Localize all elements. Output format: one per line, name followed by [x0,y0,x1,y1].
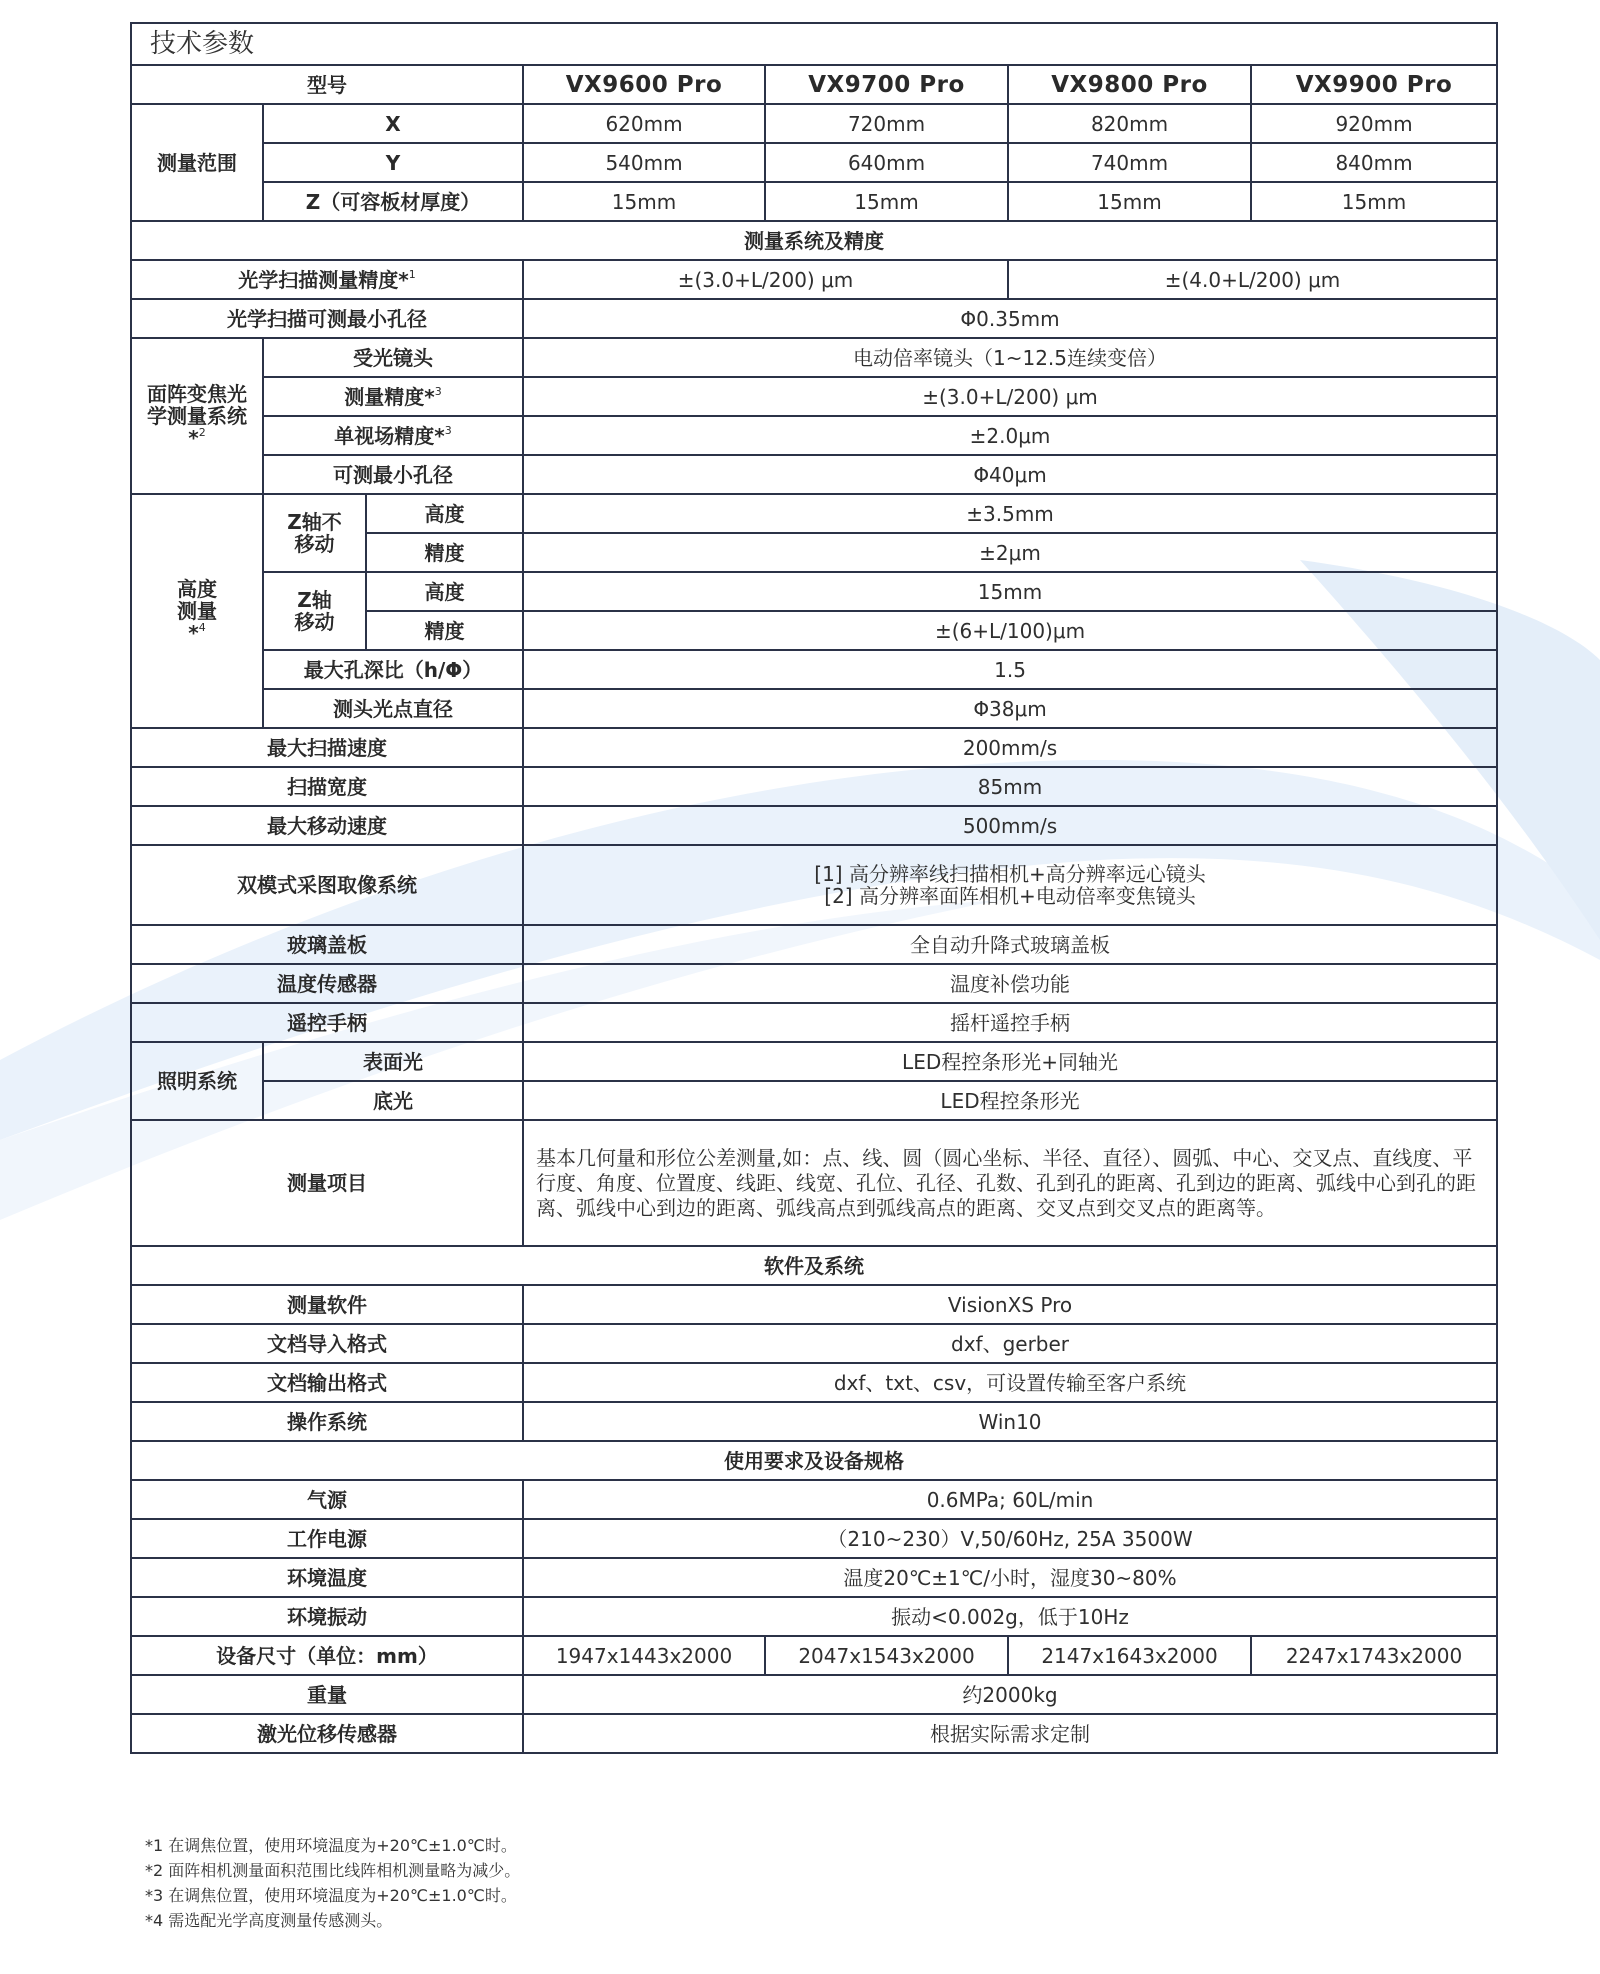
z-label: Z（可容板材厚度） [263,182,523,221]
aspect-ratio-value: 1.5 [523,650,1496,689]
section-header-software [132,1246,1496,1285]
bottom-light-value: LED程控条形光 [523,1081,1496,1120]
software-value: VisionXS Pro [523,1285,1496,1324]
env-temp-label: 环境温度 [132,1558,523,1597]
y-value: 840mm [1251,143,1496,182]
imaging-line: [1] 高分辨率线扫描相机+高分辨率远心镜头 [814,862,1206,886]
z-value: 15mm [1251,182,1496,221]
area-hole-label: 可测最小孔径 [263,455,523,494]
model-label: 型号 [132,66,523,104]
z-fixed-label: Z轴不移动 [263,494,366,572]
z-move-label: Z轴移动 [263,572,366,650]
table-row-import [132,1324,1496,1363]
area-accuracy-label: 测量精度*$^3$ [263,377,523,416]
x-value: 820mm [1008,104,1251,143]
temp-sensor-label: 温度传感器 [132,964,523,1003]
table-row-vibration [132,1597,1496,1636]
imaging-line: [2] 高分辨率面阵相机+电动倍率变焦镜头 [824,884,1196,908]
footnote: *3 在调焦位置，使用环境温度为+20℃±1.0℃时。 [145,1886,517,1905]
table-row-lens [132,338,1496,377]
footnote: *2 面阵相机测量面积范围比线阵相机测量略为减少。 [145,1861,521,1880]
os-value: Win10 [523,1402,1496,1441]
scan-width-value: 85mm [523,767,1496,806]
size-value: 2047x1543x2000 [765,1636,1008,1675]
temp-sensor-value: 温度补偿功能 [523,964,1496,1003]
table-row-glass [132,925,1496,964]
table-row-weight [132,1675,1496,1714]
vibration-label: 环境振动 [132,1597,523,1636]
joystick-value: 摇杆遥控手柄 [523,1003,1496,1042]
power-label: 工作电源 [132,1519,523,1558]
table-row-laser [132,1714,1496,1752]
import-value: dxf、gerber [523,1324,1496,1363]
height-measure-label: 高度测量*$^4$ [132,494,263,728]
section-header-measure [132,221,1496,260]
model-name: VX9800 Pro [1008,66,1251,104]
table-row-software [132,1285,1496,1324]
z-move-height-label: 高度 [366,572,523,611]
lighting-label: 照明系统 [132,1042,263,1120]
table-row-surface-light [132,1042,1496,1081]
table-row-temp-sensor [132,964,1496,1003]
table-row-x [132,104,1496,143]
export-label: 文档输出格式 [132,1363,523,1402]
table-row-area-hole [132,455,1496,494]
table-row-zmove-height [132,572,1496,611]
z-value: 15mm [765,182,1008,221]
z-move-accuracy-value: ±(6+L/100)μm [523,611,1496,650]
table-row-air [132,1480,1496,1519]
model-name: VX9900 Pro [1251,66,1496,104]
y-label: Y [263,143,523,182]
section-title: 软件及系统 [132,1246,1496,1285]
x-label: X [263,104,523,143]
x-value: 620mm [523,104,765,143]
surface-light-value: LED程控条形光+同轴光 [523,1042,1496,1081]
z-fixed-height-label: 高度 [366,494,523,533]
y-value: 740mm [1008,143,1251,182]
table-row-zfixed-height [132,494,1496,533]
z-move-height-value: 15mm [523,572,1496,611]
weight-label: 重量 [132,1675,523,1714]
weight-value: 约2000kg [523,1675,1496,1714]
optical-accuracy-value: ±(4.0+L/200) μm [1008,260,1496,299]
table-row-scan-width [132,767,1496,806]
model-name: VX9700 Pro [765,66,1008,104]
table-row-imaging [132,845,1496,925]
optical-hole-value: Φ0.35mm [523,299,1496,338]
lens-label: 受光镜头 [263,338,523,377]
area-system-label: 面阵变焦光学测量系统*$^2$ [132,338,263,494]
table-row-size [132,1636,1496,1675]
x-value: 920mm [1251,104,1496,143]
vibration-value: 振动<0.002g，低于10Hz [523,1597,1496,1636]
air-value: 0.6MPa; 60L/min [523,1480,1496,1519]
size-label: 设备尺寸（单位：mm） [132,1636,523,1675]
spec-sheet [130,22,1498,1754]
table-row-model [132,66,1496,104]
table-row-move-speed [132,806,1496,845]
area-hole-value: Φ40μm [523,455,1496,494]
table-row-z [132,182,1496,221]
table-row-spot [132,689,1496,728]
z-value: 15mm [523,182,765,221]
laser-label: 激光位移传感器 [132,1714,523,1752]
bottom-light-label: 底光 [263,1081,523,1120]
os-label: 操作系统 [132,1402,523,1441]
section-title: 使用要求及设备规格 [132,1441,1496,1480]
surface-light-label: 表面光 [263,1042,523,1081]
table-row-single-fov [132,416,1496,455]
table-row-scan-speed [132,728,1496,767]
items-value: 基本几何量和形位公差测量,如：点、线、圆（圆心坐标、半径、直径）、圆弧、中心、交叉点、直线度、平行度、角度、位置度、线距、线宽、孔位、孔径、孔数、孔到孔的距离、孔到边的距离、弧线中心到孔的距离、弧线中心到边的距离、弧线高点到弧线高点的距离、交叉点到交叉点的距离等。 [523,1120,1496,1246]
footnote: *4 需选配光学高度测量传感测头。 [145,1911,393,1930]
x-value: 720mm [765,104,1008,143]
spot-label: 测头光点直径 [263,689,523,728]
glass-value: 全自动升降式玻璃盖板 [523,925,1496,964]
scan-speed-value: 200mm/s [523,728,1496,767]
table-row-items [132,1120,1496,1246]
size-value: 2247x1743x2000 [1251,1636,1496,1675]
section-title: 测量系统及精度 [132,221,1496,260]
table-row-optical-hole [132,299,1496,338]
scan-width-label: 扫描宽度 [132,767,523,806]
model-name: VX9600 Pro [523,66,765,104]
env-temp-value: 温度20℃±1℃/小时，湿度30~80% [523,1558,1496,1597]
range-label: 测量范围 [132,104,263,221]
table-row-bottom-light [132,1081,1496,1120]
import-label: 文档导入格式 [132,1324,523,1363]
software-label: 测量软件 [132,1285,523,1324]
section-header-requirements [132,1441,1496,1480]
z-fixed-height-value: ±3.5mm [523,494,1496,533]
table-row-env-temp [132,1558,1496,1597]
table-row-power [132,1519,1496,1558]
size-value: 1947x1443x2000 [523,1636,765,1675]
z-value: 15mm [1008,182,1251,221]
optical-accuracy-value: ±(3.0+L/200) μm [523,260,1008,299]
single-fov-value: ±2.0μm [523,416,1496,455]
area-accuracy-value: ±(3.0+L/200) μm [523,377,1496,416]
spec-table [132,66,1496,1752]
export-value: dxf、txt、csv，可设置传输至客户系统 [523,1363,1496,1402]
table-row-y [132,143,1496,182]
table-row-export [132,1363,1496,1402]
power-value: （210~230）V,50/60Hz, 25A 3500W [523,1519,1496,1558]
z-move-accuracy-label: 精度 [366,611,523,650]
size-value: 2147x1643x2000 [1008,1636,1251,1675]
imaging-label: 双模式采图取像系统 [132,845,523,925]
z-fixed-accuracy-value: ±2μm [523,533,1496,572]
spot-value: Φ38μm [523,689,1496,728]
table-row-joystick [132,1003,1496,1042]
move-speed-label: 最大移动速度 [132,806,523,845]
optical-accuracy-label: 光学扫描测量精度*$^1$ [132,260,523,299]
scan-speed-label: 最大扫描速度 [132,728,523,767]
y-value: 540mm [523,143,765,182]
joystick-label: 遥控手柄 [132,1003,523,1042]
page-title: 技术参数 [132,24,1496,66]
y-value: 640mm [765,143,1008,182]
laser-value: 根据实际需求定制 [523,1714,1496,1752]
air-label: 气源 [132,1480,523,1519]
z-fixed-accuracy-label: 精度 [366,533,523,572]
footnotes [145,1833,520,1933]
table-row-optical-accuracy [132,260,1496,299]
single-fov-label: 单视场精度*$^3$ [263,416,523,455]
optical-hole-label: 光学扫描可测最小孔径 [132,299,523,338]
table-row-os [132,1402,1496,1441]
aspect-ratio-label: 最大孔深比（h/Φ） [263,650,523,689]
glass-label: 玻璃盖板 [132,925,523,964]
items-label: 测量项目 [132,1120,523,1246]
lens-value: 电动倍率镜头（1~12.5连续变倍） [523,338,1496,377]
footnote: *1 在调焦位置，使用环境温度为+20℃±1.0℃时。 [145,1836,517,1855]
move-speed-value: 500mm/s [523,806,1496,845]
imaging-value [523,845,1496,925]
table-row-aspect-ratio [132,650,1496,689]
table-row-area-accuracy [132,377,1496,416]
